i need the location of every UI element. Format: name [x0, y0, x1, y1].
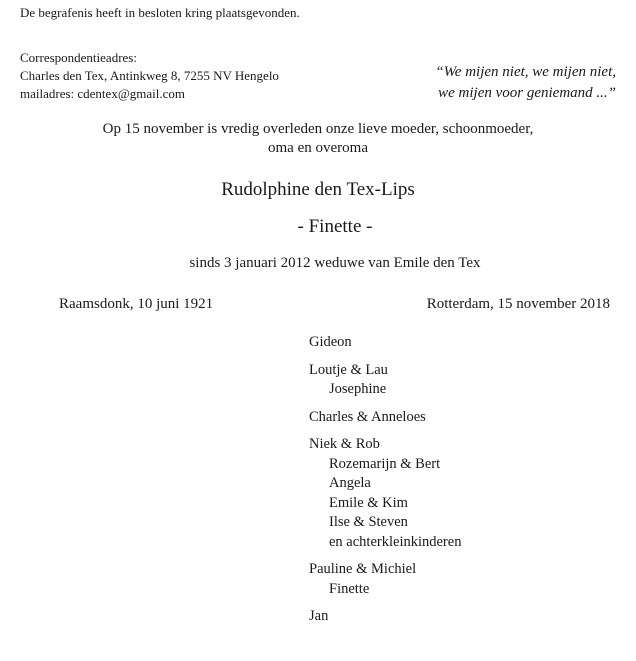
family-member: Niek & Rob [309, 436, 380, 452]
burial-note: De begrafenis heeft in besloten kring plaatsgevonden. [20, 5, 300, 20]
correspondence-email: mailadres: cdentex@gmail.com [20, 86, 186, 101]
correspondence-heading: Correspondentieadres: [20, 50, 137, 65]
grandchild: Josephine [329, 381, 387, 397]
family-member: Gideon [309, 334, 352, 350]
grandchild: Finette [329, 580, 370, 597]
quote-line-2: we mijen voor geniemand ...” [438, 85, 616, 101]
quote-line-1: “We mijen niet, we mijen niet, [435, 64, 616, 80]
family-group [309, 435, 461, 552]
deceased-nickname: - Finette - [297, 216, 373, 237]
family-member: Pauline & Michiel [309, 561, 417, 577]
grandchild: Angela [329, 475, 371, 491]
birth-place-date: Raamsdonk, 10 juni 1921 [59, 296, 214, 312]
family-group [309, 333, 461, 353]
grandchild: Rozemarijn & Bert [329, 455, 441, 472]
announcement-line-2: oma en overoma [268, 140, 368, 156]
widow-note: sinds 3 januari 2012 weduwe van Emile den Tex [189, 255, 481, 271]
family-group [309, 607, 461, 627]
family-list [309, 333, 461, 627]
announcement-line-1: Op 15 november is vredig overleden onze lieve moeder, schoonmoeder, [102, 121, 534, 137]
great-grandchildren-note: en achterkleinkinderen [329, 533, 462, 550]
grandchild: Emile & Kim [329, 494, 408, 511]
quote [435, 62, 616, 104]
death-place-date: Rotterdam, 15 november 2018 [426, 296, 610, 312]
family-group [309, 408, 461, 428]
family-member: Loutje & Lau [309, 361, 388, 378]
family-member: Charles & Anneloes [309, 408, 426, 425]
family-group [309, 361, 461, 400]
correspondence-address: Charles den Tex, Antinkweg 8, 7255 NV Hengelo [20, 68, 279, 83]
deceased-name: Rudolphine den Tex-Lips [221, 179, 415, 200]
grandchild: Ilse & Steven [329, 514, 408, 530]
family-member: Jan [309, 608, 329, 624]
family-group [309, 560, 461, 599]
